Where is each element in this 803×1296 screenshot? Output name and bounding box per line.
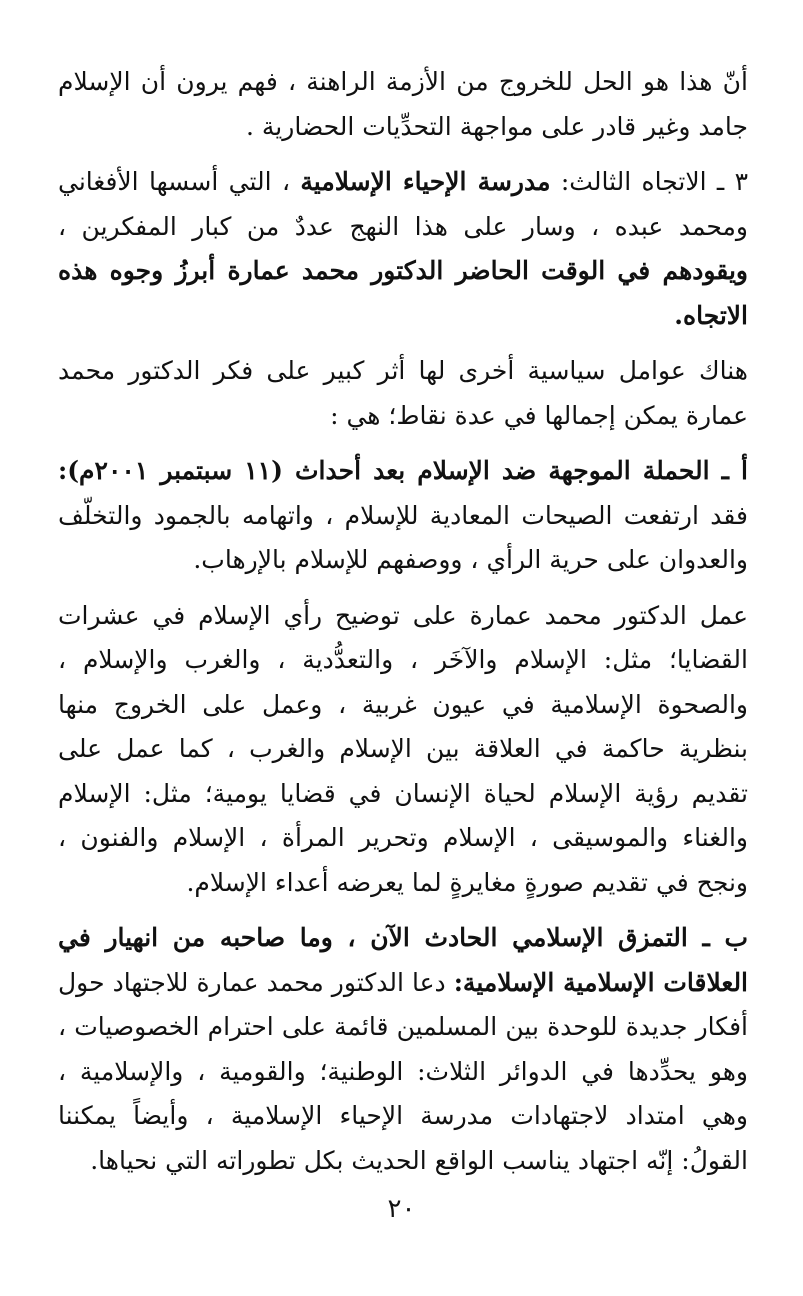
paragraph-point-a: [58, 449, 748, 583]
paragraph-political-factors: هناك عوامل سياسية أخرى لها أثر كبير على فكر الدكتور محمد عمارة يمكن إجمالها في عدة نقاط؛ هي :: [58, 356, 748, 430]
paragraph-amara-work: عمل الدكتور محمد عمارة على توضيح رأي الإسلام في عشرات القضايا؛ مثل: الإسلام والآخَر ، والتعدُّدية ، والغرب والإسلام ، والصحوة الإسلامية في عيون غربية ، وعمل على الخروج منها بنظرية حاكمة في العلاقة بين الإسلام والغرب ، كما عمل على تقديم رؤية الإسلام لحياة الإنسان في قضايا يومية؛ مثل: الإسلام والغناء والموسيقى ، الإسلام وتحرير المرأة ، الإسلام والفنون ، ونجح في تقديم صورةٍ مغايرةٍ لما يعرضه أعداء الإسلام.: [58, 600, 748, 897]
third-trend-lead: ٣ ـ الاتجاه الثالث:: [550, 167, 748, 196]
third-trend-leader: ويقودهم في الوقت الحاضر الدكتور محمد عمارة أبرزُ وجوه هذه الاتجاه.: [58, 256, 748, 330]
point-b-heading: ب ـ التمزق الإسلامي الحادث الآن ، وما صاحبه من انهيار في العلاقات الإسلامية الإسلامية:: [58, 923, 749, 997]
third-trend-body: ، التي أسسها الأفغاني ومحمد عبده ، وسار على هذا النهج عددٌ من كبار المفكرين ،: [58, 167, 748, 241]
point-b-body: دعا الدكتور محمد عمارة للاجتهاد حول أفكار جديدة للوحدة بين المسلمين قائمة على احترام الخصوصيات ، وهو يحدِّدها في الدوائر الثلاث: الوطنية؛ والقومية ، والإسلامية ، وهي امتداد لاجتهادات مدرسة الإحياء الإسلامية ، وأيضاً يمكننا القولُ: إنّه اجتهاد يناسب الواقع الحديث بكل تطوراته التي نحياها.: [58, 967, 748, 1175]
page-number: ٢٠: [387, 1194, 416, 1224]
paragraph-third-trend: [58, 160, 748, 338]
third-trend-school-name: مدرسة الإحياء الإسلامية: [300, 167, 551, 196]
paragraph-point-b: [58, 916, 748, 1183]
point-a-heading: أ ـ الحملة الموجهة ضد الإسلام بعد أحداث (١١ سبتمبر ٢٠٠١م):: [58, 456, 748, 485]
point-a-body: فقد ارتفعت الصيحات المعادية للإسلام ، واتهامه بالجمود والتخلّف والعدوان على حرية الرأي ، ووصفهم للإسلام بالإرهاب.: [58, 500, 748, 574]
paragraph-intro: أنّ هذا هو الحل للخروج من الأزمة الراهنة ، فهم يرون أن الإسلام جامد وغير قادر على مواجهة التحدِّيات الحضارية .: [58, 67, 748, 141]
